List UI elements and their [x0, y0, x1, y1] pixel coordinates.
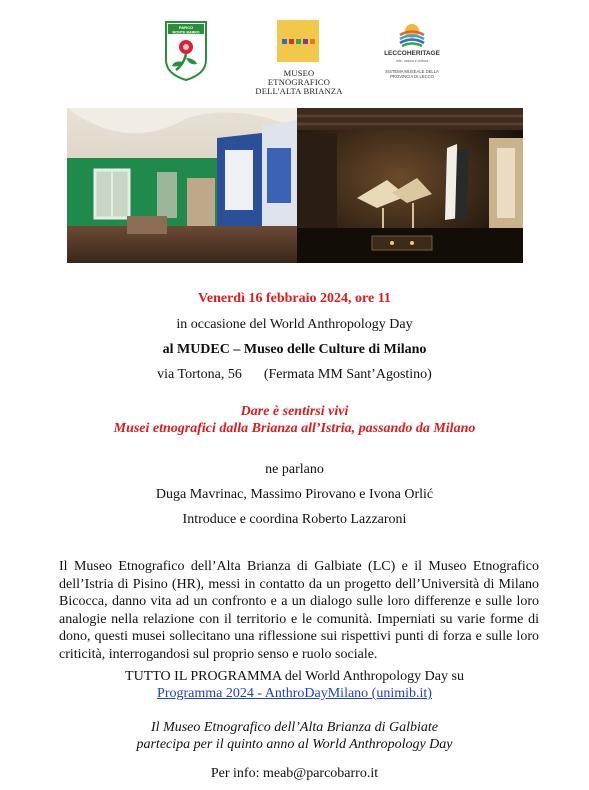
lecco-system-line1: SISTEMA MUSEALE DELLA	[385, 69, 439, 74]
museum-interior-photo-right	[297, 108, 523, 263]
lecco-system-line2: PROVINCIA DI LECCO	[390, 74, 434, 79]
museo-etnografico-logo	[255, 20, 343, 96]
closing-line1: Il Museo Etnografico dell’Alta Brianza di Galbiate	[151, 720, 438, 735]
museo-logo-line2: DELL'ALTA BRIANZA	[255, 86, 343, 96]
event-description-text: Il Museo Etnografico dell’Alta Brianza di Galbiate (LC) e il Museo Etnografico dell’Istria di Pisino (HR), messi in contatto da un progetto dell’Università di Milano Bicocca, danno vita ad un confronto e a un dialogo sulle loro differenze e sulle loro analogie nella relazione con il territorio e le comunità. Imperniati su varie forme di dono, questi musei sollecitano una riflessione sui rispettivi punti di forza e sulle loro criticità, interrogandosi sul proprio senso e ruolo sociale.	[59, 559, 539, 662]
lecco-brand: LECCOHERITAGE	[384, 50, 440, 57]
event-title-line2: Musei etnografici dalla Brianza all’Istria, passando da Milano	[113, 421, 476, 436]
event-address: via Tortona, 56	[157, 367, 242, 382]
moderator: Introduce e coordina Roberto Lazzaroni	[182, 512, 407, 527]
closing-line2: partecipa per il quinto anno al World Anthropology Day	[136, 737, 453, 752]
parco-line2: MONTE BARRO	[172, 30, 200, 35]
parco-monte-barro-logo	[164, 20, 208, 82]
lecco-heritage-logo	[378, 22, 446, 86]
museo-logo-mark	[277, 20, 319, 62]
museo-logo-line1: MUSEO ETNOGRAFICO	[267, 68, 331, 87]
program-link-line	[0, 685, 589, 702]
contact-info: Per info: meab@parcobarro.it	[210, 766, 379, 781]
parco-line1: PARCO	[178, 25, 194, 30]
event-occasion: in occasione del World Anthropology Day	[176, 317, 413, 332]
program-link[interactable]: Programma 2024 - AnthroDayMilano (unimib.it)	[157, 686, 432, 701]
event-metro-stop: (Fermata MM Sant’Agostino)	[263, 367, 432, 382]
speakers-intro: ne parlano	[265, 462, 324, 477]
event-address-line	[0, 366, 589, 383]
event-venue: al MUDEC – Museo delle Culture di Milano	[162, 342, 427, 357]
lecco-system	[378, 69, 446, 79]
museum-interior-photo-left	[67, 108, 297, 263]
museo-logo-name	[255, 69, 343, 96]
lecco-tagline: arte, natura e cultura	[395, 59, 429, 63]
event-title-line1: Dare è sentirsi vivi	[240, 404, 349, 419]
event-date: Venerdì 16 febbraio 2024, ore 11	[198, 291, 391, 306]
speakers-list: Duga Mavrinac, Massimo Pirovano e Ivona Orlić	[155, 487, 434, 502]
event-description	[59, 558, 539, 664]
program-text: TUTTO IL PROGRAMMA del World Anthropology Day su	[125, 669, 464, 684]
